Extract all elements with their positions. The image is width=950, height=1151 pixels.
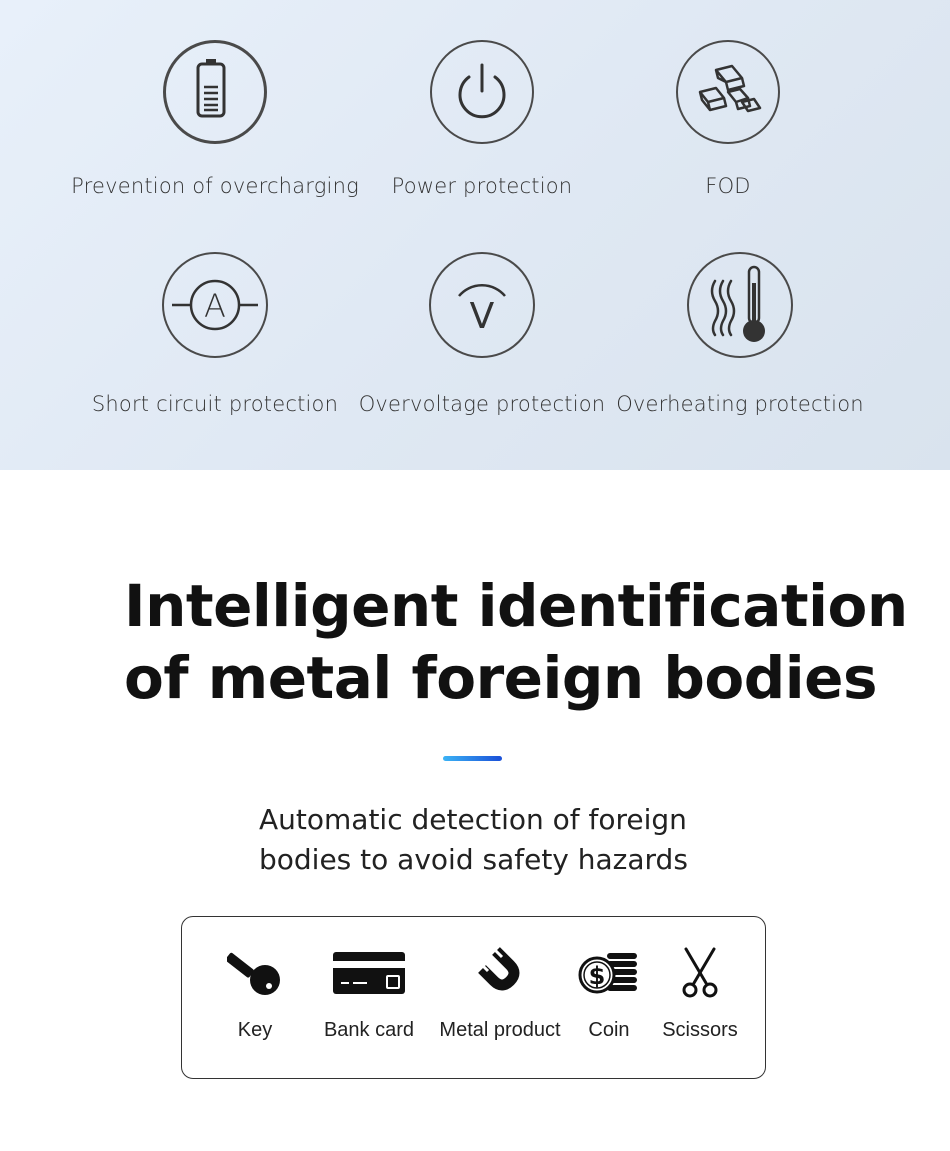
feature-label: Prevention of overcharging bbox=[71, 174, 359, 198]
feature-short-circuit bbox=[65, 252, 365, 416]
object-label: Scissors bbox=[662, 1019, 738, 1041]
headline bbox=[124, 570, 908, 714]
object-bank-card bbox=[318, 945, 420, 1042]
power-icon bbox=[430, 40, 534, 144]
object-key bbox=[215, 945, 295, 1042]
description bbox=[259, 800, 759, 880]
metal-bars-icon bbox=[676, 40, 780, 144]
svg-text:V: V bbox=[469, 296, 495, 337]
feature-overheating bbox=[590, 252, 890, 416]
headline-line: of metal foreign bodies bbox=[124, 644, 878, 712]
voltmeter-icon bbox=[429, 252, 535, 358]
headline-line: Intelligent identification bbox=[124, 572, 908, 640]
object-label: Metal product bbox=[439, 1019, 561, 1041]
object-metal-product bbox=[430, 945, 570, 1042]
feature-label: Short circuit protection bbox=[91, 392, 339, 416]
coin-icon bbox=[566, 945, 652, 1001]
object-label: Bank card bbox=[323, 1019, 415, 1041]
magnet-icon bbox=[430, 945, 570, 1001]
feature-label: FOD bbox=[705, 174, 751, 198]
feature-overvoltage bbox=[332, 252, 632, 416]
svg-text:A: A bbox=[204, 287, 226, 325]
object-label: Key bbox=[237, 1019, 273, 1041]
feature-label: Power protection bbox=[391, 174, 573, 198]
bank-card-icon bbox=[318, 945, 420, 1001]
object-scissors bbox=[655, 945, 745, 1042]
feature-fod bbox=[578, 40, 878, 198]
object-label: Coin bbox=[588, 1019, 630, 1041]
feature-overcharging bbox=[65, 40, 365, 198]
svg-text:$: $ bbox=[588, 962, 606, 990]
key-icon bbox=[215, 945, 295, 1001]
object-coin bbox=[566, 945, 652, 1042]
feature-label: Overvoltage protection bbox=[358, 392, 606, 416]
battery-icon bbox=[163, 40, 267, 144]
accent-divider bbox=[443, 756, 502, 761]
scissors-icon bbox=[655, 945, 745, 1001]
feature-label: Overheating protection bbox=[616, 392, 864, 416]
thermometer-icon bbox=[687, 252, 793, 358]
description-line: Automatic detection of foreign bbox=[259, 803, 687, 836]
description-line: bodies to avoid safety hazards bbox=[259, 843, 688, 876]
ammeter-icon bbox=[162, 252, 268, 358]
